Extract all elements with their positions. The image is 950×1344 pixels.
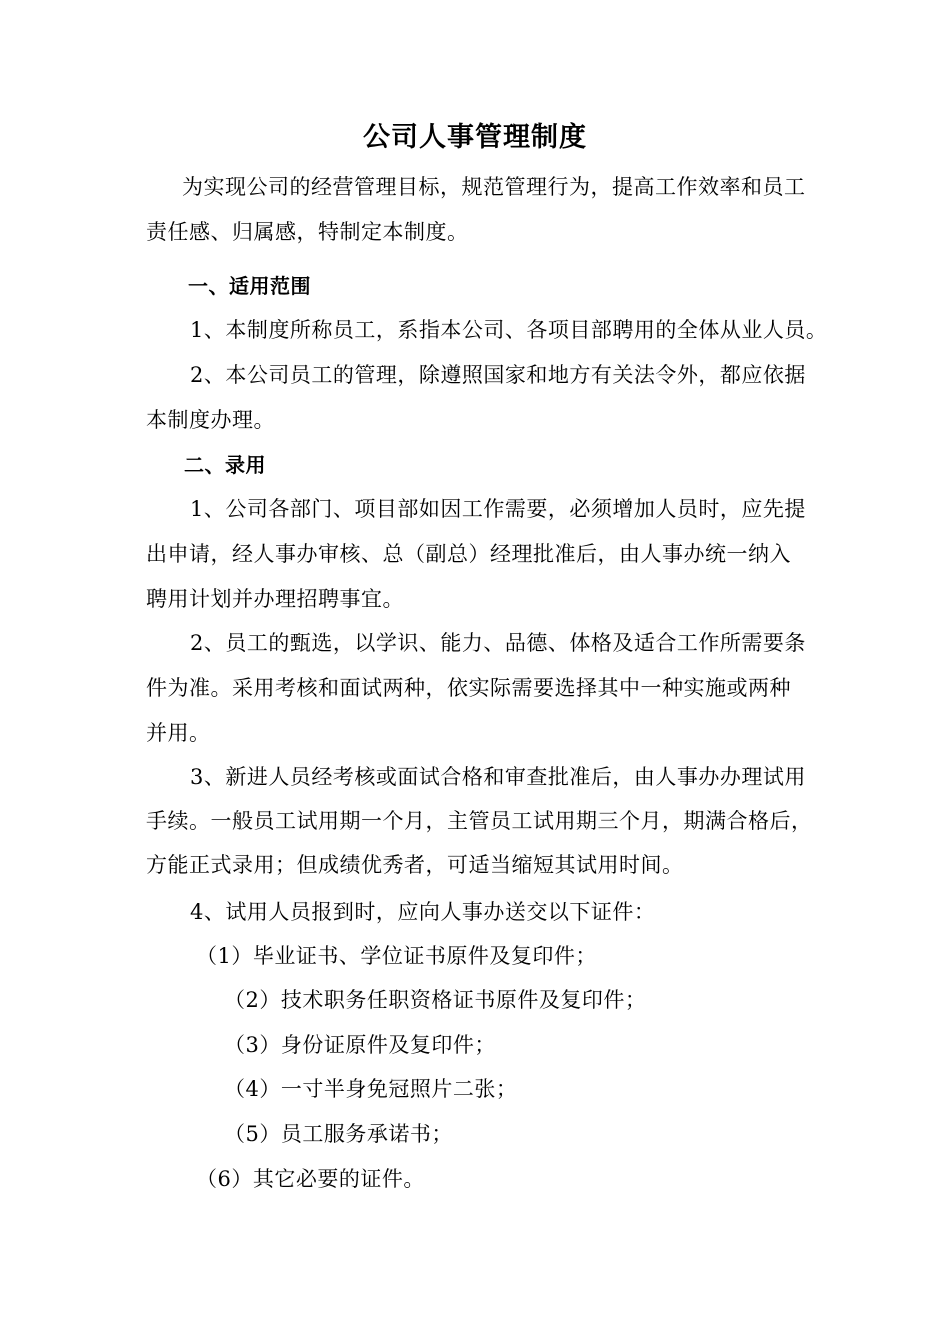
section-2-heading: 二、录用 xyxy=(184,453,266,477)
document-list-item-1: （1）毕业证书、学位证书原件及复印件； xyxy=(196,944,597,968)
section-2-item-1-line-2: 出申请，经人事办审核、总（副总）经理批准后，由人事办统一纳入 xyxy=(146,542,791,566)
document-list-item-6: （6）其它必要的证件。 xyxy=(196,1167,425,1191)
section-2-item-3-line-2: 手续。一般员工试用期一个月，主管员工试用期三个月，期满合格后， xyxy=(146,809,813,833)
section-1-heading: 一、适用范围 xyxy=(188,274,311,298)
section-2-item-1-line-1: 1、公司各部门、项目部如因工作需要，必须增加人员时，应先提 xyxy=(190,497,806,521)
section-2-item-3-line-1: 3、新进人员经考核或面试合格和审查批准后，由人事办办理试用 xyxy=(190,765,806,789)
intro-line-1: 为实现公司的经营管理目标，规范管理行为，提高工作效率和员工 xyxy=(182,175,806,199)
section-1-item-2-line-2: 本制度办理。 xyxy=(146,408,275,432)
section-1-item-1: 1、本制度所称员工，系指本公司、各项目部聘用的全体从业人员。 xyxy=(190,318,828,342)
document-list-item-2: （2）技术职务任职资格证书原件及复印件； xyxy=(224,988,647,1012)
document-title: 公司人事管理制度 xyxy=(363,122,587,153)
document-list-item-4: （4）一寸半身免冠照片二张； xyxy=(224,1077,518,1101)
section-1-item-2-line-1: 2、本公司员工的管理，除遵照国家和地方有关法令外，都应依据 xyxy=(190,363,806,387)
document-list-item-5: （5）员工服务承诺书； xyxy=(224,1122,453,1146)
document-list-item-3: （3）身份证原件及复印件； xyxy=(224,1033,496,1057)
section-2-item-2-line-1: 2、员工的甄选，以学识、能力、品德、体格及适合工作所需要条 xyxy=(190,631,806,655)
intro-line-2: 责任感、归属感，特制定本制度。 xyxy=(146,220,469,244)
section-2-item-3-line-3: 方能正式录用；但成绩优秀者，可适当缩短其试用时间。 xyxy=(146,853,684,877)
section-2-item-2-line-2: 件为准。采用考核和面试两种，依实际需要选择其中一种实施或两种 xyxy=(146,676,791,700)
section-2-item-4: 4、试用人员报到时，应向人事办送交以下证件： xyxy=(190,900,656,924)
section-2-item-1-line-3: 聘用计划并办理招聘事宜。 xyxy=(146,587,404,611)
section-2-item-2-line-3: 并用。 xyxy=(146,721,211,745)
